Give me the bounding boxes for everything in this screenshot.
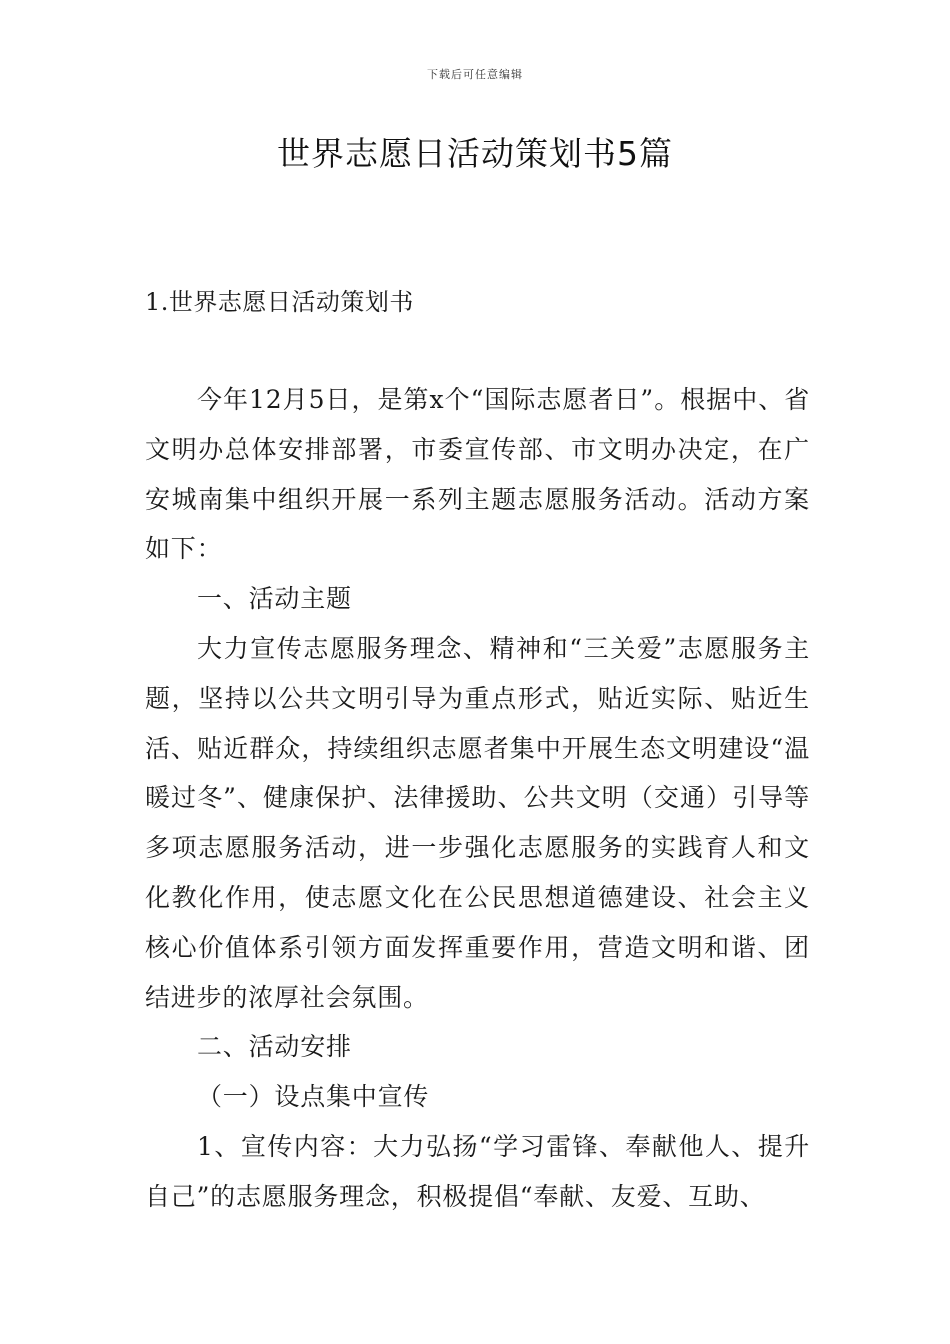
intro-paragraph: 今年12月5日，是第x个“国际志愿者日”。根据中、省文明办总体安排部署，市委宣传部、市文明办决定，在广安城南集中组织开展一系列主题志愿服务活动。活动方案如下： [145,385,810,564]
section-heading: 1.世界志愿日活动策划书 [145,288,414,316]
document-title: 世界志愿日活动策划书5篇 [277,134,673,173]
subheading-activity-arrangement: 二、活动安排 [197,1032,352,1062]
subheading-centralized-publicity: （一）设点集中宣传 [197,1082,430,1112]
header-note: 下载后可任意编辑 [427,68,523,81]
theme-paragraph: 大力宣传志愿服务理念、精神和“三关爱”志愿服务主题，坚持以公共文明引导为重点形式，贴近实际、贴近生活、贴近群众，持续组织志愿者集中开展生态文明建设“温暖过冬”、健康保护、法律援助、公共文明（交通）引导等多项志愿服务活动，进一步强化志愿服务的实践育人和文化教化作用，使志愿文化在公民思想道德建设、社会主义核心价值体系引领方面发挥重要作用，营造文明和谐、团结进步的浓厚社会氛围。 [145,633,810,1012]
publicity-content-paragraph: 1、宣传内容：大力弘扬“学习雷锋、奉献他人、提升自己”的志愿服务理念，积极提倡“奉献、友爱、互助、 [145,1131,810,1211]
subheading-activity-theme: 一、活动主题 [197,584,352,614]
document-body [145,375,810,1222]
